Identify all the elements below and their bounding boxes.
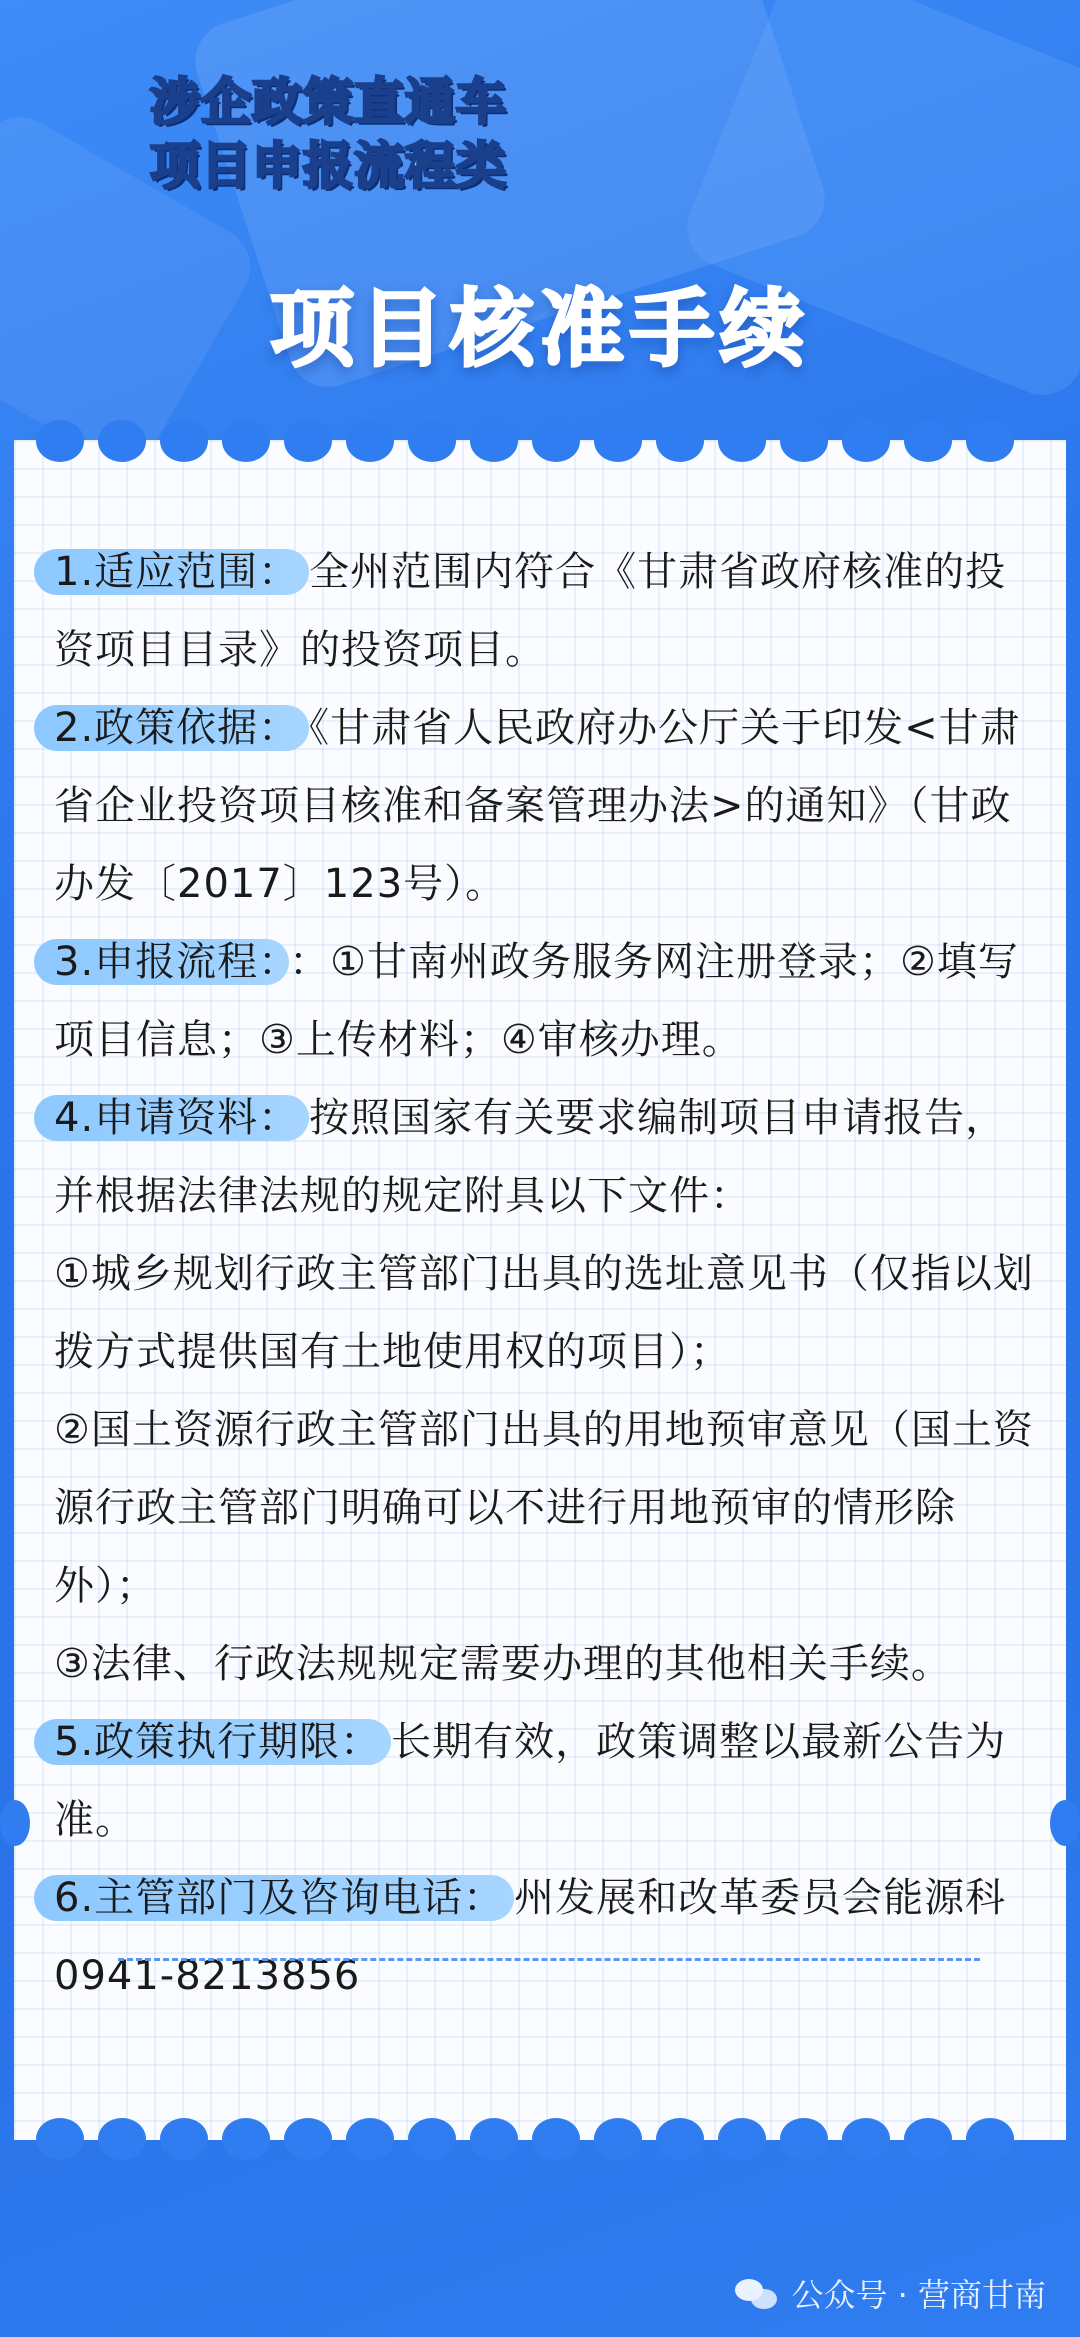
scallop bbox=[98, 420, 146, 462]
list-item bbox=[54, 1235, 1034, 1391]
scallop bbox=[98, 2118, 146, 2160]
scallop bbox=[36, 420, 84, 462]
list-item bbox=[54, 1079, 1034, 1235]
scallop bbox=[284, 2118, 332, 2160]
scallop bbox=[222, 2118, 270, 2160]
scallop bbox=[780, 2118, 828, 2160]
scallop bbox=[36, 2118, 84, 2160]
scallop bbox=[284, 420, 332, 462]
scallop bbox=[346, 420, 394, 462]
list-item bbox=[54, 1391, 1034, 1625]
item-label: 5.政策执行期限： bbox=[34, 1719, 391, 1765]
scallop bbox=[904, 420, 952, 462]
item-text: ：①甘南州政务服务网注册登录；②填写项目信息；③上传材料；④审核办理。 bbox=[54, 939, 1019, 1063]
scallop bbox=[160, 420, 208, 462]
scallop bbox=[346, 2118, 394, 2160]
item-text: 长期有效，政策调整以最新公告为准。 bbox=[54, 1719, 1007, 1843]
tag-line-1: 涉企政策直通车 bbox=[150, 73, 507, 131]
item-label: 4.申请资料： bbox=[34, 1095, 309, 1141]
scallop bbox=[470, 2118, 518, 2160]
scallop bbox=[532, 420, 580, 462]
side-notch bbox=[0, 1800, 30, 1846]
content-list bbox=[54, 533, 1034, 2015]
scallop bbox=[966, 2118, 1014, 2160]
scallop bbox=[222, 420, 270, 462]
scallop bbox=[470, 420, 518, 462]
list-item bbox=[54, 1625, 1034, 1703]
list-item bbox=[54, 689, 1034, 923]
item-text: 按照国家有关要求编制项目申请报告，并根据法律法规的规定附具以下文件： bbox=[54, 1095, 1007, 1219]
scallop bbox=[966, 420, 1014, 462]
scallop bbox=[718, 420, 766, 462]
item-text: ②国土资源行政主管部门出具的用地预审意见（国土资源行政主管部门明确可以不进行用地预审的情形除外）； bbox=[54, 1407, 1034, 1609]
list-item bbox=[54, 1859, 1034, 2015]
scallop bbox=[842, 2118, 890, 2160]
list-item bbox=[54, 923, 1034, 1079]
item-text: ③法律、行政法规规定需要办理的其他相关手续。 bbox=[54, 1641, 952, 1687]
page-title: 项目核准手续 bbox=[269, 280, 810, 378]
item-label: 1.适应范围： bbox=[34, 549, 309, 595]
scallop bbox=[594, 2118, 642, 2160]
list-item bbox=[54, 533, 1034, 689]
scallop bbox=[656, 2118, 704, 2160]
dashed-divider bbox=[118, 1958, 980, 1961]
scallop bbox=[718, 2118, 766, 2160]
item-label: 2.政策依据： bbox=[34, 705, 309, 751]
item-label: 6.主管部门及咨询电话： bbox=[34, 1875, 514, 1921]
item-text: 《甘肃省人民政府办公厅关于印发<甘肃省企业投资项目核准和备案管理办法>的通知》（甘政办发〔2017〕123号）。 bbox=[54, 705, 1021, 907]
item-text: ①城乡规划行政主管部门出具的选址意见书（仅指以划拨方式提供国有土地使用权的项目）； bbox=[54, 1251, 1034, 1375]
scallop bbox=[408, 2118, 456, 2160]
side-notch bbox=[1050, 1800, 1080, 1846]
scallop bbox=[904, 2118, 952, 2160]
scallop bbox=[842, 420, 890, 462]
scallop bbox=[532, 2118, 580, 2160]
wechat-icon bbox=[735, 2275, 779, 2311]
footer-account-text: 公众号 · 营商甘南 bbox=[791, 2276, 1046, 2314]
item-text: 全州范围内符合《甘肃省政府核准的投资项目目录》的投资项目。 bbox=[54, 549, 1007, 673]
list-item bbox=[54, 1703, 1034, 1859]
scallop bbox=[408, 420, 456, 462]
tag-line-2: 项目申报流程类 bbox=[150, 137, 507, 195]
footer bbox=[735, 2270, 1046, 2316]
scallop bbox=[594, 420, 642, 462]
scallop bbox=[656, 420, 704, 462]
item-label: 3.申报流程： bbox=[34, 939, 289, 985]
item-text: 州发展和改革委员会能源科0941-8213856 bbox=[54, 1875, 1007, 1999]
scallop bbox=[160, 2118, 208, 2160]
scallop bbox=[780, 420, 828, 462]
